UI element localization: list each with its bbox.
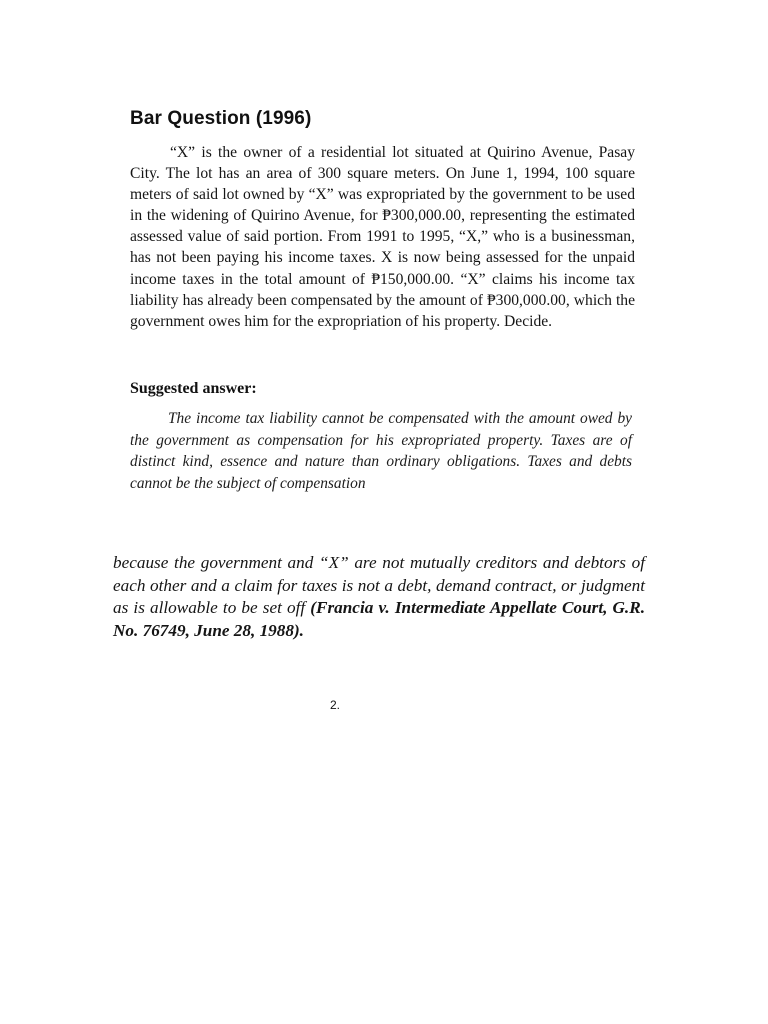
answer-text-continuation: because the government and “X” are not mutually creditors and debtors of each other and a claim for taxes is not a debt, demand contract, or judgment as is allowable to be set off (113, 553, 645, 617)
question-heading: Bar Question (1996) (130, 108, 312, 129)
question-text: “X” is the owner of a residential lot situated at Quirino Avenue, Pasay City. The lot has an area of 300 square meters. On June 1, 1994, 100 square meters of said lot owned by “X” was expropriated by the government to be used in the widening of Quirino Avenue, for ₱300,000.00, representing the estimated assessed value of said portion. From 1991 to 1995, “X,” who is a businessman, has not been paying his income taxes. X is now being assessed for the unpaid income taxes in the total amount of ₱150,000.00. “X” claims his income tax liability has already been compensated by the amount of ₱300,000.00, which the government owes him for the expropriation of his property. Decide. (130, 144, 635, 330)
answer-text-part2 (113, 552, 645, 642)
answer-heading: Suggested answer: (130, 380, 257, 397)
case-citation: (Francia v. Intermediate Appellate Court, G.R. No. 76749, June 28, 1988). (113, 598, 645, 640)
page-number: 2. (330, 698, 341, 712)
answer-text-part1: The income tax liability cannot be compensated with the amount owed by the government as compensation for his expropriated property. Taxes are of distinct kind, essence and nature than ordinary obligations. Taxes and debts cannot be the subject of compensation (130, 410, 632, 492)
